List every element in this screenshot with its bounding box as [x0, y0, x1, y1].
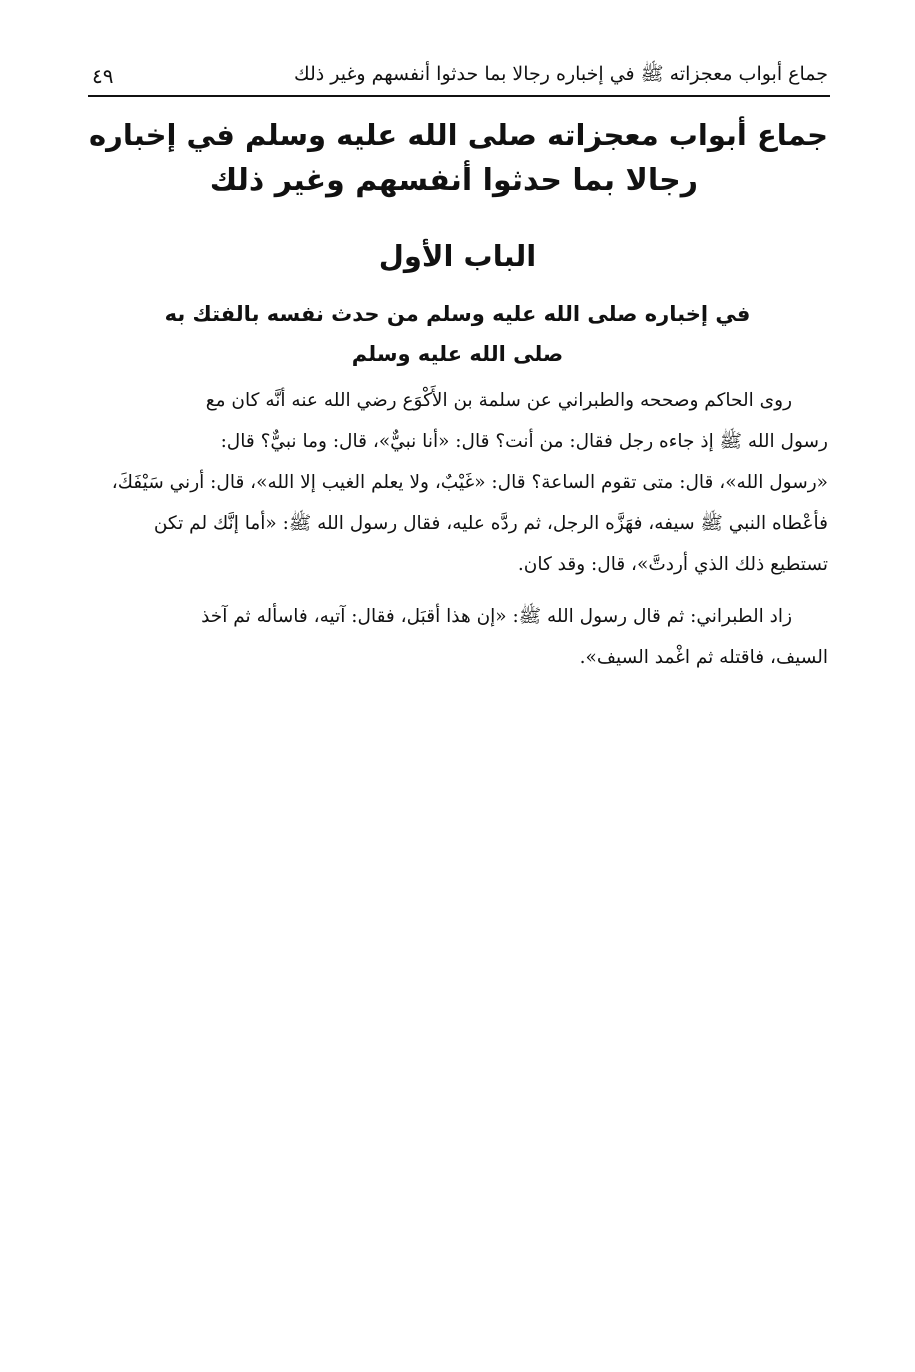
paragraph-line: تستطيع ذلك الذي أردتَّ»، قال: وقد كان. — [517, 554, 828, 575]
paragraph-line: زاد الطبراني: ثم قال رسول الله ﷺ: «إن هذا أقبَل، فقال: آتيه، فاسأله ثم آخذ — [201, 606, 792, 627]
running-title: جماع أبواب معجزاته ﷺ في إخباره رجالا بما حدثوا أنفسهم وغير ذلك — [293, 63, 828, 85]
chapter-title — [80, 112, 828, 204]
section-heading: الباب الأول — [378, 239, 537, 273]
paragraph-1 — [88, 380, 828, 585]
paragraph-2 — [88, 596, 828, 678]
section-subtitle — [150, 294, 765, 374]
paragraph-line: فأعْطاه النبي ﷺ سيفه، فهَزَّه الرجل، ثم ردَّه عليه، فقال رسول الله ﷺ: «أما إنَّك لم تكن — [153, 513, 828, 534]
paragraph-line: «رسول الله»، قال: متى تقوم الساعة؟ قال: «غَيْبٌ، ولا يعلم الغيب إلا الله»، قال: أرني سَيْفَكَ، — [111, 472, 828, 493]
header-rule — [88, 95, 830, 97]
section-subtitle-line-2: صلى الله عليه وسلم — [351, 342, 564, 366]
running-header — [92, 58, 828, 94]
paragraph-line: السيف، فاقتله ثم اغْمد السيف». — [579, 647, 828, 668]
chapter-title-line-2: رجالا بما حدثوا أنفسهم وغير ذلك — [209, 163, 698, 198]
chapter-title-line-1: جماع أبواب معجزاته صلى الله عليه وسلم في إخباره — [89, 118, 828, 152]
paragraph-line: روى الحاكم وصححه والطبراني عن سلمة بن الأَكْوَع رضي الله عنه أنَّه كان مع — [205, 390, 792, 411]
section-subtitle-line-1: في إخباره صلى الله عليه وسلم من حدث نفسه بالفتك به — [164, 302, 751, 326]
page-number: ٤٩ — [92, 64, 114, 88]
paragraph-line: رسول الله ﷺ إذ جاءه رجل فقال: من أنت؟ قال: «أنا نبيٌّ»، قال: وما نبيٌّ؟ قال: — [220, 431, 828, 452]
